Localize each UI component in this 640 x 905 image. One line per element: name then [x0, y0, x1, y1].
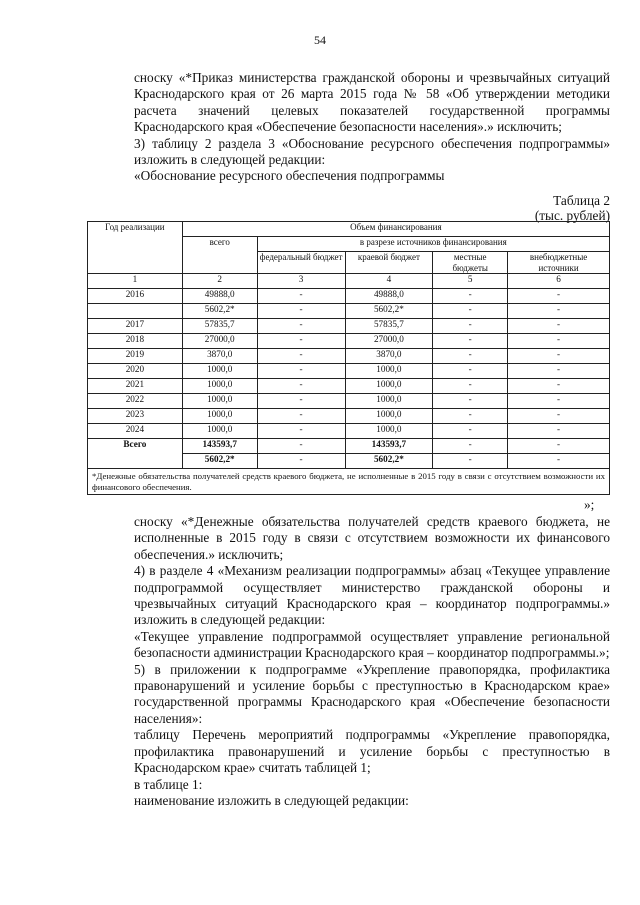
cell-total: 3870,0 [182, 349, 257, 364]
cell-local: - [433, 454, 508, 469]
cell-year [88, 304, 183, 319]
cell-federal: - [257, 439, 345, 454]
cell-federal: - [257, 424, 345, 439]
cell-regional: 57835,7 [345, 319, 433, 334]
cell-total: 1000,0 [182, 424, 257, 439]
paragraph-item-3: 3) таблицу 2 раздела 3 «Обоснование ресурсного обеспечения подпрограммы» изложить в следующей редакции: [134, 135, 610, 168]
header-sources: в разрезе источников финансирования [257, 237, 609, 252]
table-caption: Таблица 2 [553, 193, 610, 208]
cell-regional: 1000,0 [345, 379, 433, 394]
cell-regional: 1000,0 [345, 424, 433, 439]
cell-year: 2024 [88, 424, 183, 439]
cell-total: 1000,0 [182, 364, 257, 379]
bottom-text-block [88, 514, 610, 809]
cell-total: 1000,0 [182, 379, 257, 394]
cell-total: 5602,2* [182, 304, 257, 319]
cell-year: 2017 [88, 319, 183, 334]
cell-extra: - [508, 304, 610, 319]
cell-extra: - [508, 439, 610, 454]
paragraph-item-4: 4) в разделе 4 «Механизм реализации подпрограммы» абзац «Текущее управление подпрограммой осуществляет министерство гражданской обороны и чрезвычайных ситуаций Краснодарского края – координатор подпрограммы.» изложить в следующей редакции: [134, 563, 610, 628]
cell-local: - [433, 394, 508, 409]
financing-table [87, 221, 610, 495]
top-text-block [88, 70, 610, 185]
paragraph-name-wording: наименование изложить в следующей редакции: [134, 792, 409, 808]
cell-federal: - [257, 304, 345, 319]
closing-quote: »; [584, 497, 595, 512]
cell-regional: 143593,7 [345, 439, 433, 454]
cell-local: - [433, 349, 508, 364]
cell-total-label: Всего [88, 439, 183, 469]
cell-year: 2016 [88, 289, 183, 304]
cell-federal: - [257, 334, 345, 349]
paragraph-table-rename: таблицу Перечень мероприятий подпрограммы «Укрепление правопорядка, профилактика правонарушений и усиление борьбы с преступностью в Краснодарском крае» считать таблицей 1; [134, 727, 610, 776]
cell-local: - [433, 364, 508, 379]
cell-extra: - [508, 394, 610, 409]
cell-extra: - [508, 379, 610, 394]
cell-federal: - [257, 349, 345, 364]
cell-regional: 1000,0 [345, 394, 433, 409]
paragraph-footnote-removal-2: сноску «*Денежные обязательства получателей средств краевого бюджета, не исполненные в 2015 году в связи с отсутствием возможности их финансового обеспечения.» исключить; [134, 514, 610, 562]
col-number: 2 [182, 274, 257, 289]
header-local: местные бюджеты [433, 252, 508, 274]
col-number: 4 [345, 274, 433, 289]
table-row [88, 424, 610, 439]
paragraph-in-table-1: в таблице 1: [134, 776, 203, 792]
cell-extra: - [508, 319, 610, 334]
cell-federal: - [257, 319, 345, 334]
header-extra: внебюджетные источники [508, 252, 610, 274]
cell-extra: - [508, 409, 610, 424]
header-federal: федеральный бюджет [257, 252, 345, 274]
cell-federal: - [257, 394, 345, 409]
paragraph-item-5: 5) в приложении к подпрограмме «Укрепление правопорядка, профилактика правонарушений и усиление борьбы с преступностью в Краснодарском крае» государственной программы Краснодарского края «Обеспечение безопасности населения»: [134, 661, 610, 726]
table-row [88, 304, 610, 319]
cell-local: - [433, 409, 508, 424]
col-number: 1 [88, 274, 183, 289]
paragraph-section-heading: «Обоснование ресурсного обеспечения подпрограммы [134, 168, 445, 184]
cell-local: - [433, 289, 508, 304]
paragraph-footnote-removal-1: сноску «*Приказ министерства гражданской обороны и чрезвычайных ситуаций Краснодарского края от 26 марта 2015 года № 58 «Об утверждении методики расчета значений целевых показателей государственной программы Краснодарского края «Обеспечение безопасности населения».» исключить; [134, 70, 610, 135]
header-total: всего [182, 237, 257, 274]
cell-federal: - [257, 379, 345, 394]
cell-total: 143593,7 [182, 439, 257, 454]
cell-regional: 5602,2* [345, 454, 433, 469]
col-number: 6 [508, 274, 610, 289]
cell-federal: - [257, 364, 345, 379]
cell-year: 2019 [88, 349, 183, 364]
cell-year: 2020 [88, 364, 183, 379]
paragraph-new-wording: «Текущее управление подпрограммой осуществляет управление региональной безопасности администрации Краснодарского края – координатор подпрограммы.»; [134, 628, 610, 661]
cell-regional: 49888,0 [345, 289, 433, 304]
cell-local: - [433, 319, 508, 334]
cell-regional: 3870,0 [345, 349, 433, 364]
cell-regional: 5602,2* [345, 304, 433, 319]
cell-local: - [433, 424, 508, 439]
cell-total: 49888,0 [182, 289, 257, 304]
cell-year: 2021 [88, 379, 183, 394]
cell-total: 5602,2* [182, 454, 257, 469]
cell-extra: - [508, 364, 610, 379]
table-row [88, 334, 610, 349]
cell-local: - [433, 439, 508, 454]
cell-extra: - [508, 289, 610, 304]
cell-federal: - [257, 409, 345, 424]
cell-year: 2018 [88, 334, 183, 349]
cell-federal: - [257, 289, 345, 304]
table-row [88, 379, 610, 394]
table-row [88, 289, 610, 304]
table-row-total [88, 439, 610, 454]
cell-extra: - [508, 454, 610, 469]
table-row [88, 394, 610, 409]
cell-regional: 1000,0 [345, 409, 433, 424]
cell-total: 1000,0 [182, 409, 257, 424]
cell-regional: 1000,0 [345, 364, 433, 379]
cell-federal: - [257, 454, 345, 469]
header-year: Год реализации [88, 222, 183, 274]
col-number: 5 [433, 274, 508, 289]
cell-extra: - [508, 334, 610, 349]
cell-local: - [433, 379, 508, 394]
cell-extra: - [508, 349, 610, 364]
table-footnote: *Денежные обязательства получателей средств краевого бюджета, не исполненные в 2015 году в связи с отсутствием возможности их финансового обеспечения. [88, 469, 610, 495]
header-regional: краевой бюджет [345, 252, 433, 274]
table-row [88, 349, 610, 364]
page-number: 54 [314, 33, 326, 47]
cell-extra: - [508, 424, 610, 439]
header-volume: Объем финансирования [182, 222, 609, 237]
cell-year: 2023 [88, 409, 183, 424]
cell-total: 27000,0 [182, 334, 257, 349]
table-units: (тыс. рублей) [534, 208, 610, 223]
table-row [88, 364, 610, 379]
table-row [88, 409, 610, 424]
cell-total: 57835,7 [182, 319, 257, 334]
cell-year: 2022 [88, 394, 183, 409]
cell-total: 1000,0 [182, 394, 257, 409]
col-number: 3 [257, 274, 345, 289]
cell-local: - [433, 304, 508, 319]
table-row [88, 319, 610, 334]
cell-local: - [433, 334, 508, 349]
cell-regional: 27000,0 [345, 334, 433, 349]
column-number-row [88, 274, 610, 289]
